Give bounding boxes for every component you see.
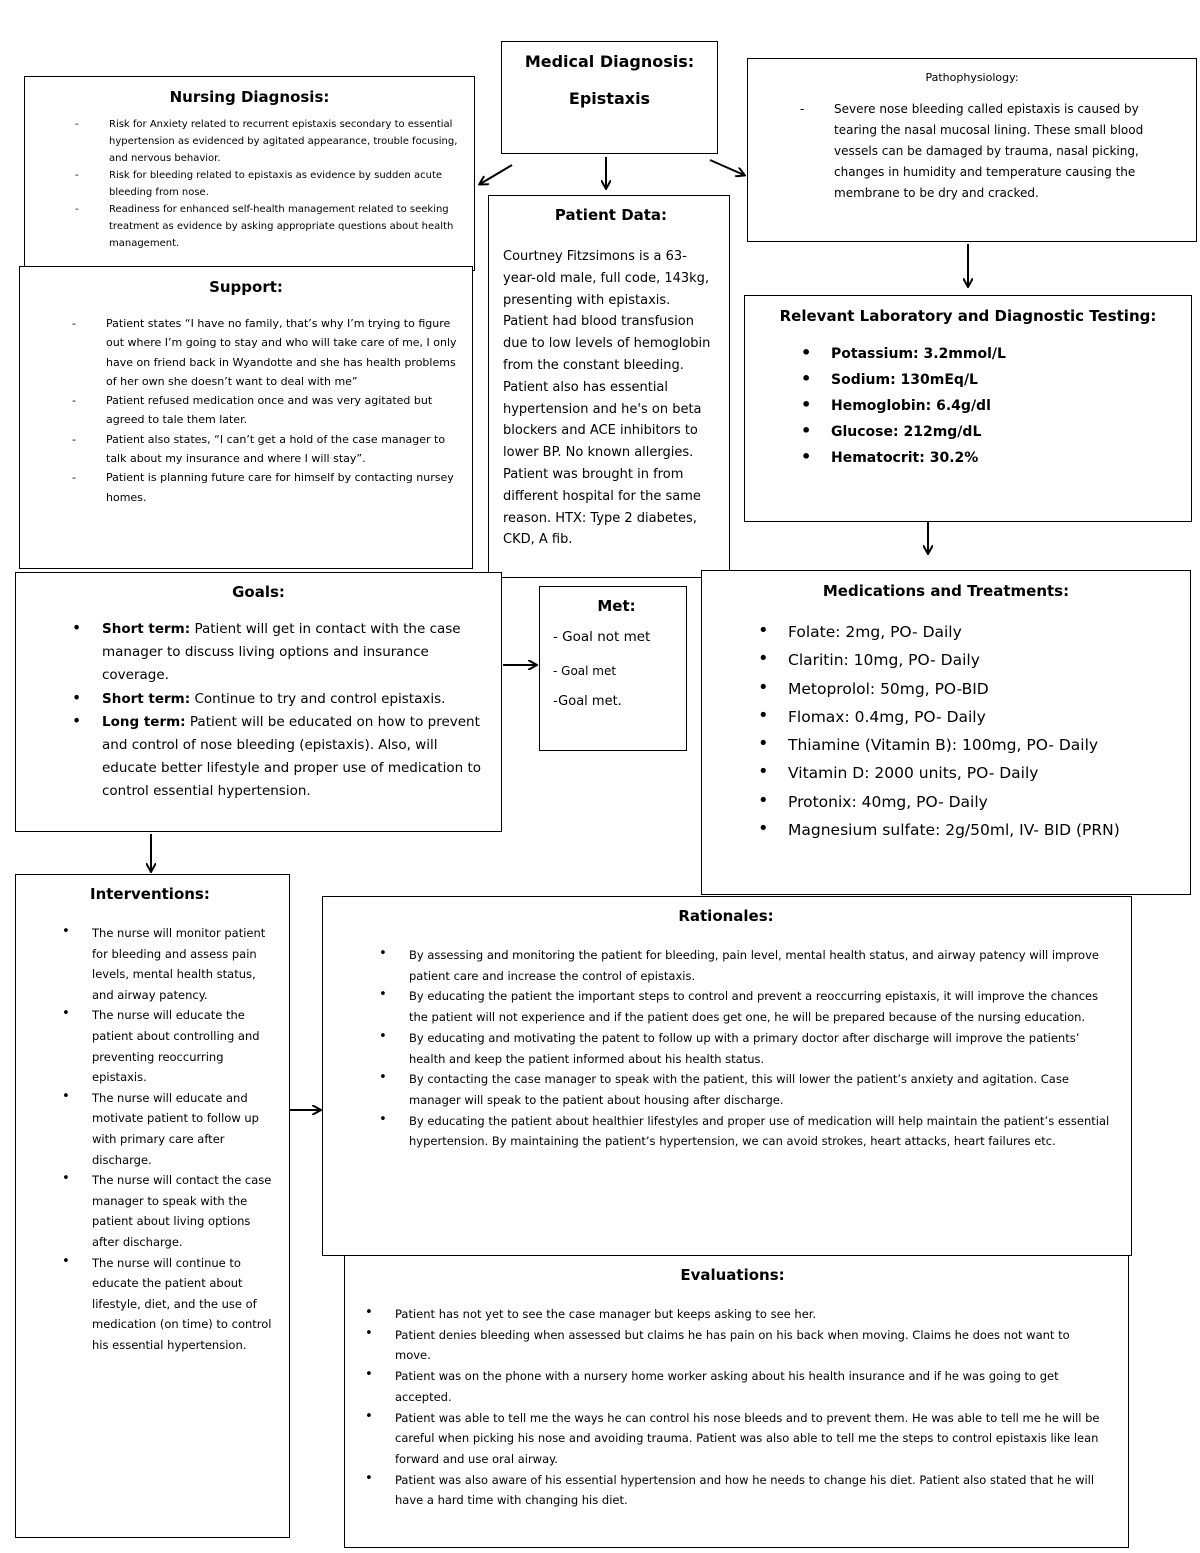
nursing-diagnosis-item: - Risk for bleeding related to epistaxis as evidence by sudden acute bleeding from nose. (109, 167, 462, 201)
labs-box (744, 295, 1192, 522)
goals-box (15, 572, 502, 832)
goal-item (102, 618, 483, 688)
medical-diagnosis-label: Medical Diagnosis: (524, 52, 695, 71)
medication-item: • Folate: 2mg, PO- Daily (788, 618, 1180, 646)
medication-item: • Vitamin D: 2000 units, PO- Daily (788, 759, 1180, 787)
support-item: - Patient states “I have no family, that’s why I’m trying to figure out where I’m going to stay and who will take care of me, I only have on friend back in Wyandotte and she has health problems of her own she doesn’t want to deal with me” (106, 314, 458, 391)
goal-item (102, 711, 483, 804)
met-item: - Goal met (553, 664, 617, 678)
intervention-item: • The nurse will educate the patient about controlling and preventing reoccurring epistaxis. (92, 1005, 277, 1087)
nursing-diagnosis-box (24, 76, 475, 271)
evaluation-item: • Patient was able to tell me the ways he can control his nose bleeds and to prevent them. He was able to tell me he will be careful when picking his nose and avoiding trauma. Patient was also able to tell me the steps to control epistaxis like lean forward and use oral airway. (395, 1408, 1104, 1470)
medications-box (701, 570, 1191, 895)
met-item: -Goal met. (553, 694, 622, 709)
goals-list (102, 618, 483, 804)
rationales-box (322, 896, 1132, 1256)
evaluations-title: Evaluations: (680, 1266, 785, 1284)
goal-term-label: Short term: (102, 690, 191, 707)
arrow-to-nursing-diagnosis (480, 165, 512, 184)
goal-text: Patient will get in contact with the case manager to discuss living options and insurance coverage. (102, 621, 461, 684)
goal-term-label: Short term: (102, 621, 191, 637)
patient-data-text: Courtney Fitzsimons is a 63-year-old male, full code, 143kg, presenting with epistaxis. Patient had blood transfusion due to low levels of hemoglobin from the constant bleeding. Patient also has essential hypertension and he's on beta blockers and ACE inhibitors to lower BP. No known allergies. Patient was brought in from different hospital for the same reason. HTX: Type 2 diabetes, CKD, A fib. (503, 249, 711, 548)
rationale-item: • By educating and motivating the patent to follow up with a primary doctor after discharge will improve the patients’ health and keep the patient informed about his health status. (409, 1028, 1113, 1069)
rationale-item: • By educating the patient the important steps to control and prevent a reoccurring epistaxis, it will improve the chances the patient will not experience and if the patient does get one, he will be prepared because of the nursing education. (409, 986, 1113, 1027)
goal-text: Continue to try and control epistaxis. (190, 690, 446, 707)
support-list (106, 314, 458, 507)
rationales-title: Rationales: (678, 907, 774, 925)
patient-data-title: Patient Data: (554, 206, 668, 224)
support-box (19, 266, 473, 569)
goal-term-label: Long term: (102, 713, 186, 730)
medication-item: • Flomax: 0.4mg, PO- Daily (788, 703, 1180, 731)
nursing-diagnosis-item: - Risk for Anxiety related to recurrent epistaxis secondary to essential hypertension as evidenced by agitated appearance, trouble focusing, and nervous behavior. (109, 116, 462, 167)
nursing-diagnosis-title: Nursing Diagnosis: (169, 88, 330, 106)
labs-list (831, 341, 1181, 471)
interventions-list (92, 923, 277, 1355)
labs-title: Relevant Laboratory and Diagnostic Testing: (779, 307, 1157, 325)
patient-data-box (488, 195, 730, 578)
nursing-diagnosis-item: - Readiness for enhanced self-health management related to seeking treatment as evidence by asking appropriate questions about health management. (109, 201, 462, 252)
interventions-box (15, 874, 290, 1538)
lab-item: • Sodium: 130mEq/L (831, 367, 1181, 393)
support-title: Support: (209, 278, 283, 296)
lab-item: • Hemoglobin: 6.4g/dl (831, 393, 1181, 419)
medication-item: • Metoprolol: 50mg, PO-BID (788, 675, 1180, 703)
met-box (539, 586, 687, 751)
support-item: - Patient is planning future care for himself by contacting nursey homes. (106, 468, 458, 507)
pathophysiology-item: - Severe nose bleeding called epistaxis is caused by tearing the nasal mucosal lining. These small blood vessels can be damaged by trauma, nasal picking, changes in humidity and temperature causing the membrane to be dry and cracked. (834, 99, 1172, 204)
support-item: - Patient refused medication once and was very agitated but agreed to tale them later. (106, 391, 458, 430)
medications-list (788, 618, 1180, 844)
lab-item: • Glucose: 212mg/dL (831, 419, 1181, 445)
evaluations-list (395, 1304, 1104, 1511)
rationale-item: • By assessing and monitoring the patient for bleeding, pain level, mental health status, and airway patency will improve patient care and increase the control of epistaxis. (409, 945, 1113, 986)
support-item: - Patient also states, “I can’t get a hold of the case manager to talk about my insurance and where I will stay”. (106, 430, 458, 469)
pathophysiology-list (834, 99, 1172, 204)
lab-item: • Hematocrit: 30.2% (831, 445, 1181, 471)
rationales-list (409, 945, 1113, 1152)
medication-item: • Claritin: 10mg, PO- Daily (788, 646, 1180, 674)
rationale-item: • By educating the patient about healthier lifestyles and proper use of medication will help maintain the patient’s essential hypertension. By maintaining the patient’s hypertension, we can avoid strokes, heart attacks, heart failures etc. (409, 1111, 1113, 1152)
medication-item: • Thiamine (Vitamin B): 100mg, PO- Daily (788, 731, 1180, 759)
lab-item: • Potassium: 3.2mmol/L (831, 341, 1181, 367)
goals-title: Goals: (232, 583, 285, 601)
met-title: Met: (597, 597, 636, 615)
evaluation-item: • Patient denies bleeding when assessed but claims he has pain on his back when moving. Claims he does not want to move. (395, 1325, 1104, 1366)
medical-diagnosis-value: Epistaxis (568, 89, 651, 108)
medical-diagnosis-box (501, 41, 718, 154)
interventions-title: Interventions: (90, 885, 210, 903)
arrow-to-pathophysiology (710, 160, 744, 175)
met-item: - Goal not met (553, 629, 651, 645)
intervention-item: • The nurse will continue to educate the patient about lifestyle, diet, and the use of medication (on time) to control his essential hypertension. (92, 1253, 277, 1356)
rationale-item: • By contacting the case manager to speak with the patient, this will lower the patient’s anxiety and agitation. Case manager will speak to the patient about housing after discharge. (409, 1069, 1113, 1110)
pathophysiology-box (747, 58, 1197, 242)
goal-text: Patient will be educated on how to prevent and control of nose bleeding (epistaxis). Also, will educate better lifestyle and proper use of medication to control essential hypertension. (102, 713, 482, 800)
intervention-item: • The nurse will educate and motivate patient to follow up with primary care after discharge. (92, 1088, 277, 1170)
medications-title: Medications and Treatments: (822, 582, 1070, 600)
pathophysiology-title: Pathophysiology: (925, 71, 1019, 84)
evaluation-item: • Patient was also aware of his essential hypertension and how he needs to change his diet. Patient also stated that he will have a hard time with changing his diet. (395, 1470, 1104, 1511)
intervention-item: • The nurse will monitor patient for bleeding and assess pain levels, mental health status, and airway patency. (92, 923, 277, 1005)
intervention-item: • The nurse will contact the case manager to speak with the patient about living options after discharge. (92, 1170, 277, 1252)
evaluation-item: • Patient was on the phone with a nursery home worker asking about his health insurance and if he was going to get accepted. (395, 1366, 1104, 1407)
goal-item (102, 688, 483, 711)
medication-item: • Magnesium sulfate: 2g/50ml, IV- BID (PRN) (788, 816, 1180, 844)
medication-item: • Protonix: 40mg, PO- Daily (788, 788, 1180, 816)
evaluations-box (344, 1256, 1129, 1548)
nursing-diagnosis-list (109, 116, 462, 252)
evaluation-item: • Patient has not yet to see the case manager but keeps asking to see her. (395, 1304, 1104, 1325)
